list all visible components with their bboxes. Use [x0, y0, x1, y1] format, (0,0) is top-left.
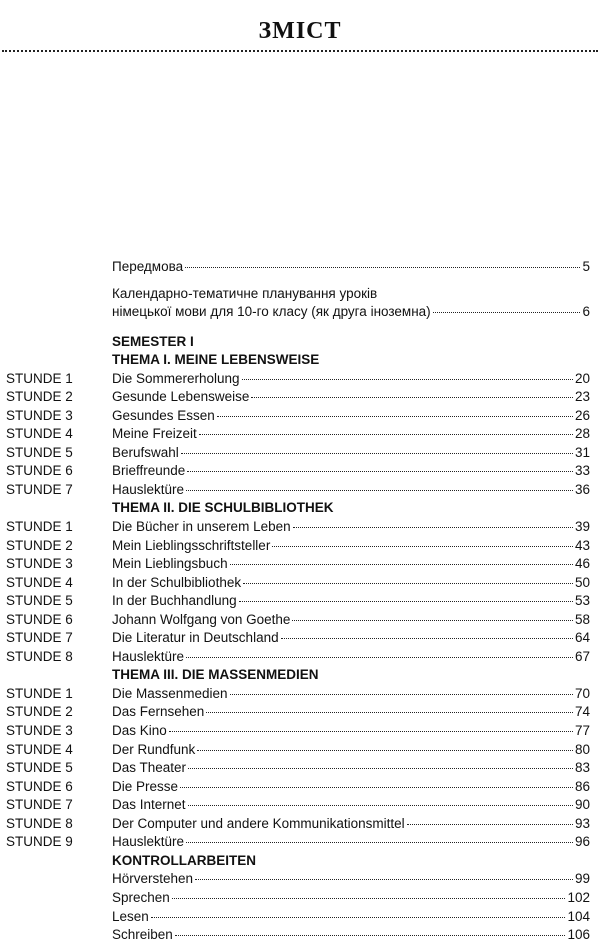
toc-entry: [112, 778, 590, 797]
toc-entry: [112, 759, 590, 778]
kontroll-row[interactable]: [0, 926, 600, 945]
toc-entry: [112, 425, 590, 444]
leader-dots: [151, 916, 566, 918]
theme-heading: [0, 499, 600, 518]
entry-title: Mein Lieblingsschriftsteller: [112, 537, 271, 553]
entry-title: Meine Freizeit: [112, 426, 197, 442]
toc-entry: [112, 741, 590, 760]
leader-dots: [281, 637, 573, 639]
entry-title: Lesen: [112, 908, 149, 924]
entry-title: Передмова: [112, 259, 184, 274]
page-number: 104: [567, 908, 590, 924]
toc-entry: [112, 592, 590, 611]
toc-entry: [112, 537, 590, 556]
entry-title: Gesunde Lebensweise: [112, 389, 250, 405]
page-number: 5: [582, 259, 590, 274]
page-number: 36: [574, 481, 590, 497]
page-number: 20: [574, 370, 590, 386]
entry-title: In der Schulbibliothek: [112, 574, 242, 590]
kontroll-row[interactable]: [0, 889, 600, 908]
page-number: 28: [574, 426, 590, 442]
page-number: 6: [582, 303, 590, 319]
entry-title: Der Rundfunk: [112, 741, 196, 757]
lesson-number: STUNDE 7: [6, 797, 73, 813]
entry-title: Die Bücher in unserem Leben: [112, 519, 291, 535]
lesson-row[interactable]: [0, 815, 600, 834]
entry-title: Hauslektüre: [112, 481, 185, 497]
lesson-number: STUNDE 4: [6, 574, 73, 590]
lesson-number: STUNDE 6: [6, 463, 73, 479]
entry-title: Das Theater: [112, 760, 187, 776]
page-number: 80: [574, 741, 590, 757]
leader-dots: [239, 600, 573, 602]
page-number: 39: [574, 519, 590, 535]
leader-dots: [186, 489, 573, 491]
lesson-number: STUNDE 5: [6, 593, 73, 609]
theme-title: THEMA III. DIE MASSENMEDIEN: [112, 667, 319, 683]
lesson-number: STUNDE 3: [6, 407, 73, 423]
page-number: 90: [574, 797, 590, 813]
toc-entry: [112, 518, 590, 537]
lesson-number: STUNDE 2: [6, 389, 73, 405]
toc-entry: [112, 629, 590, 648]
toc-entry: [112, 481, 590, 500]
toc-entry: [112, 926, 590, 945]
entry-title: Das Internet: [112, 797, 186, 813]
leader-dots: [187, 470, 573, 472]
lesson-number: STUNDE 9: [6, 834, 73, 850]
lesson-row[interactable]: [0, 444, 600, 463]
toc-entry: [112, 908, 590, 927]
page-number: 64: [574, 630, 590, 646]
leader-dots: [243, 582, 573, 584]
leader-dots: [169, 730, 573, 732]
lesson-row[interactable]: [0, 796, 600, 815]
leader-dots: [199, 433, 573, 435]
entry-title: Die Massenmedien: [112, 685, 228, 701]
page-number: 31: [574, 444, 590, 460]
leader-dots: [186, 841, 573, 843]
leader-dots: [188, 767, 573, 769]
lesson-row[interactable]: [0, 685, 600, 704]
entry-title: Das Fernsehen: [112, 704, 205, 720]
entry-title: Hörverstehen: [112, 871, 194, 887]
lesson-number: STUNDE 1: [6, 685, 73, 701]
page-number: 93: [574, 815, 590, 831]
kontroll-heading: [0, 852, 600, 871]
page-number: 23: [574, 389, 590, 405]
entry-title: Gesundes Essen: [112, 407, 215, 423]
toc-row-preface[interactable]: [0, 258, 600, 277]
leader-dots: [175, 934, 566, 936]
leader-dots: [230, 693, 573, 695]
lesson-number: STUNDE 3: [6, 556, 73, 572]
page-header: [0, 18, 600, 45]
toc-entry: [112, 370, 590, 389]
lesson-number: STUNDE 4: [6, 741, 73, 757]
lesson-row[interactable]: [0, 833, 600, 852]
page-number: 70: [574, 685, 590, 701]
table-of-contents: [0, 258, 600, 945]
entry-title: Das Kino: [112, 723, 167, 739]
toc-entry: [112, 462, 590, 481]
entry-title: Schreiben: [112, 927, 173, 943]
toc-entry: [112, 685, 590, 704]
lesson-number: STUNDE 2: [6, 704, 73, 720]
leader-dots: [251, 396, 573, 398]
lesson-row[interactable]: [0, 555, 600, 574]
page-number: 83: [574, 760, 590, 776]
toc-entry: [112, 889, 590, 908]
kontroll-items: [0, 870, 600, 944]
lesson-number: STUNDE 7: [6, 481, 73, 497]
leader-dots: [197, 749, 573, 751]
lesson-row[interactable]: [0, 481, 600, 500]
entry-title: Die Literatur in Deutschland: [112, 630, 279, 646]
lesson-number: STUNDE 8: [6, 815, 73, 831]
toc-entry: [112, 611, 590, 630]
toc-entry: [112, 815, 590, 834]
themes: [0, 351, 600, 852]
lesson-number: STUNDE 6: [6, 778, 73, 794]
entry-title: Brieffreunde: [112, 463, 186, 479]
lesson-row[interactable]: [0, 629, 600, 648]
lesson-row[interactable]: [0, 537, 600, 556]
lesson-row[interactable]: [0, 425, 600, 444]
leader-dots: [272, 545, 573, 547]
toc-entry: [112, 258, 590, 277]
lesson-number: STUNDE 1: [6, 519, 73, 535]
leader-dots: [292, 619, 573, 621]
leader-dots: [181, 452, 573, 454]
page-number: 102: [567, 889, 590, 905]
page-number: 46: [574, 556, 590, 572]
page-number: 77: [574, 723, 590, 739]
entry-title: Der Computer und andere Kommunikationsmittel: [112, 815, 405, 831]
toc-entry: [112, 870, 590, 889]
entry-title: Die Presse: [112, 778, 179, 794]
entry-title: Sprechen: [112, 889, 170, 905]
page-number: 58: [574, 611, 590, 627]
entry-title: Johann Wolfgang von Goethe: [112, 611, 291, 627]
lesson-row[interactable]: [0, 759, 600, 778]
toc-entry: [112, 388, 590, 407]
toc-entry: [112, 574, 590, 593]
plan-title-line2: німецької мови для 10-го класу (як друга іноземна): [112, 303, 431, 319]
toc-entry: [112, 303, 590, 321]
page-number: 43: [574, 537, 590, 553]
theme-heading: [0, 666, 600, 685]
toc-entry: [112, 796, 590, 815]
entry-title: Hauslektüre: [112, 834, 185, 850]
semester-title: SEMESTER I: [112, 333, 194, 349]
lesson-row[interactable]: [0, 703, 600, 722]
plan-title-line1: Календарно-тематичне планування уроків: [112, 285, 378, 301]
page-number: 99: [574, 871, 590, 887]
lesson-row[interactable]: [0, 648, 600, 667]
leader-dots: [217, 415, 573, 417]
lesson-row[interactable]: [0, 611, 600, 630]
lesson-row[interactable]: [0, 370, 600, 389]
toc-row-plan[interactable]: [0, 285, 600, 321]
kontroll-title: KONTROLLARBEITEN: [112, 852, 256, 868]
leader-dots: [180, 786, 573, 788]
lesson-number: STUNDE 4: [6, 426, 73, 442]
header-rule: [2, 50, 598, 52]
lesson-row[interactable]: [0, 741, 600, 760]
entry-title: Mein Lieblingsbuch: [112, 556, 228, 572]
page-number: 33: [574, 463, 590, 479]
leader-dots: [293, 526, 573, 528]
toc-entry: [112, 703, 590, 722]
lesson-number: STUNDE 5: [6, 444, 73, 460]
lesson-row[interactable]: [0, 518, 600, 537]
lesson-number: STUNDE 2: [6, 537, 73, 553]
leader-dots: [407, 823, 573, 825]
entry-title: Die Sommererholung: [112, 370, 240, 386]
leader-dots: [242, 378, 573, 380]
theme-heading: [0, 351, 600, 370]
leader-dots: [206, 711, 573, 713]
lesson-row[interactable]: [0, 722, 600, 741]
page-number: 74: [574, 704, 590, 720]
lesson-row[interactable]: [0, 462, 600, 481]
leader-dots: [195, 878, 573, 880]
toc-entry: [112, 444, 590, 463]
kontroll-row[interactable]: [0, 870, 600, 889]
page-number: 26: [574, 407, 590, 423]
leader-dots: [186, 656, 573, 658]
leader-dots: [172, 897, 566, 899]
page-number: 86: [574, 778, 590, 794]
theme-title: THEMA I. MEINE LEBENSWEISE: [112, 352, 320, 368]
toc-entry: [112, 407, 590, 426]
toc-entry: [112, 648, 590, 667]
leader-dots: [188, 804, 573, 806]
page-number: 53: [574, 593, 590, 609]
lesson-row[interactable]: [0, 574, 600, 593]
semester-heading: [0, 333, 600, 352]
lesson-number: STUNDE 6: [6, 611, 73, 627]
leader-dots: [433, 311, 581, 313]
lesson-number: STUNDE 1: [6, 370, 73, 386]
toc-entry: [112, 555, 590, 574]
lesson-number: STUNDE 7: [6, 630, 73, 646]
page-number: 67: [574, 648, 590, 664]
lesson-number: STUNDE 5: [6, 760, 73, 776]
entry-title: Berufswahl: [112, 444, 179, 460]
lesson-row[interactable]: [0, 592, 600, 611]
page-number: 96: [574, 834, 590, 850]
theme-title: THEMA II. DIE SCHULBIBLIOTHEK: [112, 500, 334, 516]
lesson-row[interactable]: [0, 778, 600, 797]
entry-title: In der Buchhandlung: [112, 593, 237, 609]
lesson-row[interactable]: [0, 407, 600, 426]
leader-dots: [230, 563, 573, 565]
lesson-row[interactable]: [0, 388, 600, 407]
kontroll-row[interactable]: [0, 908, 600, 927]
page-number: 106: [567, 927, 590, 943]
lesson-number: STUNDE 8: [6, 648, 73, 664]
toc-entry: [112, 722, 590, 741]
lesson-number: STUNDE 3: [6, 723, 73, 739]
entry-title: Hauslektüre: [112, 648, 185, 664]
page-number: 50: [574, 574, 590, 590]
page-title: ЗМІСТ: [258, 18, 342, 44]
leader-dots: [185, 266, 580, 268]
toc-entry: [112, 833, 590, 852]
